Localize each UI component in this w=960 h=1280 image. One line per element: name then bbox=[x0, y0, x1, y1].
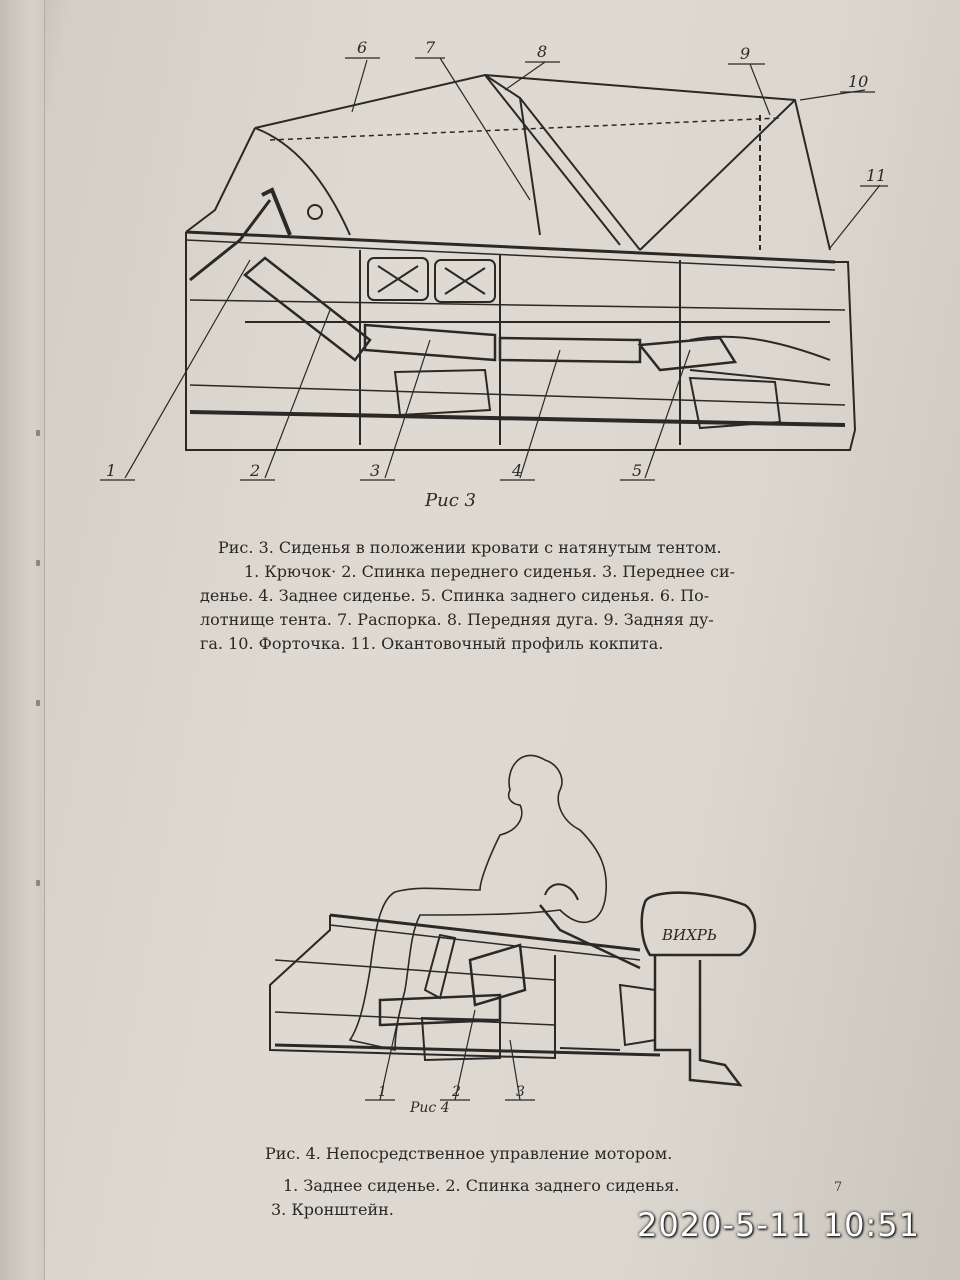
fig3-callout-2: 2 bbox=[250, 461, 261, 480]
figure-4-label: Рис 4 bbox=[410, 1100, 450, 1116]
caption-line: 1. Заднее сиденье. 2. Спинка заднего сиденья. bbox=[283, 1176, 680, 1195]
fig3-callout-11: 11 bbox=[866, 166, 887, 185]
fig3-callout-5: 5 bbox=[632, 461, 643, 480]
fig3-callout-1: 1 bbox=[106, 461, 117, 480]
caption-line: 1. Крючок· 2. Спинка переднего сиденья. 3. Переднее си- bbox=[244, 562, 736, 581]
motor-brand-label: ВИХРЬ bbox=[662, 926, 717, 944]
photo-timestamp: 2020-5-11 10:51 bbox=[637, 1206, 920, 1244]
fig3-callout-6: 6 bbox=[357, 38, 368, 57]
figure-3-label: Рис 3 bbox=[425, 490, 476, 511]
caption-line: лотнище тента. 7. Распорка. 8. Передняя дуга. 9. Задняя ду- bbox=[200, 610, 714, 629]
caption-line: Рис. 4. Непосредственное управление мотором. bbox=[265, 1144, 673, 1163]
caption-line: 3. Кронштейн. bbox=[271, 1200, 394, 1219]
fig4-callout-1: 1 bbox=[378, 1084, 387, 1100]
fig3-callout-9: 9 bbox=[740, 44, 751, 63]
fig4-callout-3: 3 bbox=[516, 1084, 525, 1100]
fig3-callout-7: 7 bbox=[425, 38, 436, 57]
caption-line: денье. 4. Заднее сиденье. 5. Спинка заднего сиденья. 6. По- bbox=[200, 586, 710, 605]
fig3-callout-4: 4 bbox=[512, 461, 523, 480]
fig3-callout-3: 3 bbox=[370, 461, 381, 480]
fig4-callout-2: 2 bbox=[452, 1084, 461, 1100]
figure-3-caption bbox=[200, 536, 736, 656]
page-number: 7 bbox=[834, 1180, 843, 1195]
fig3-callout-10: 10 bbox=[848, 72, 869, 91]
caption-line: га. 10. Форточка. 11. Окантовочный профиль кокпита. bbox=[200, 634, 664, 653]
fig3-callout-8: 8 bbox=[537, 42, 548, 61]
caption-line: Рис. 3. Сиденья в положении кровати с натянутым тентом. bbox=[218, 538, 722, 557]
figure-4-caption bbox=[265, 1142, 679, 1222]
